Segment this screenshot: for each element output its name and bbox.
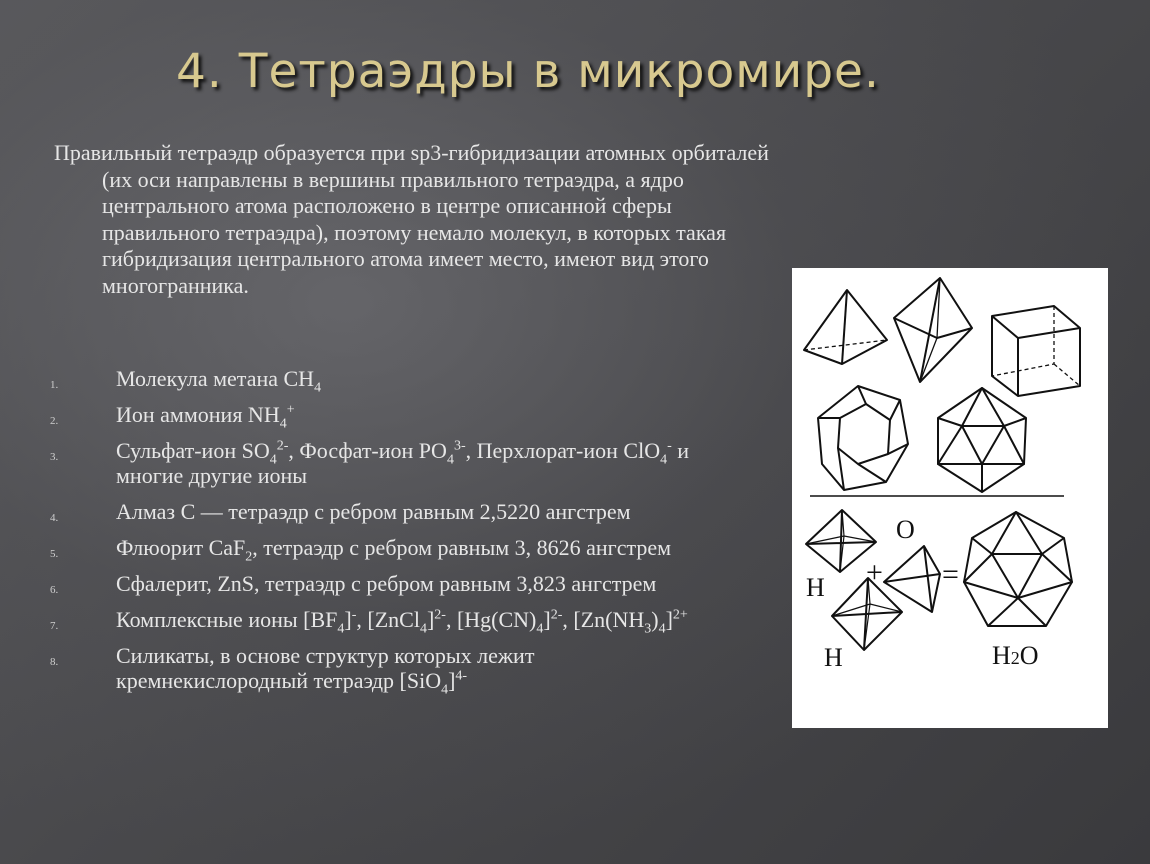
list-number: 4. <box>50 512 59 524</box>
icosahedron-large-shape <box>964 512 1072 626</box>
water-formula-label: H2O <box>992 641 1039 670</box>
list-item: 1. Молекула метана $CH_4$ <box>50 366 750 391</box>
list-item: 5. Флюорит CaF$_2$, тетраэдр с ребром равным 3, 8626 ангстрем <box>50 535 716 560</box>
list-number: 6. <box>50 584 59 596</box>
list-item: 4. Алмаз С — тетраэдр с ребром равным 2,5220 ангстрем <box>50 499 676 524</box>
intro-paragraph: Правильный тетраэдр образуется при sp3-гибридизации атомных орбиталей (их оси направлены в вершины правильного тетраэдра, а ядро центрального атома расположено в центре описанной сферы правильного тетраэдра), поэтому немало молекул, в которых такая гибридизация центрального атома имеет место, имеют вид этого многогранника. <box>54 140 769 298</box>
list-number: 7. <box>50 620 59 632</box>
slide-title: 4. Тетраэдры в микромире. <box>176 44 880 99</box>
icosahedron-shape <box>938 388 1026 492</box>
list-item: 6. Сфалерит, ZnS, тетраэдр с ребром равным 3,823 ангстрем <box>50 571 676 596</box>
equals-sign: = <box>942 558 959 591</box>
list-number: 5. <box>50 548 59 560</box>
octahedron-shape <box>894 278 972 382</box>
list-item: 3. Сульфат-ион $SO_4^{2-}$, Фосфат-ион $PO_4^{3-}$, Перхлорат-ион ClO$_4$- и многие другие ионы <box>50 438 690 488</box>
list-item: 8. Силикаты, в основе структур которых лежит кремнекислородный тетраэдр $[SiO_4]^{4-}$ <box>50 643 535 698</box>
hydrogen-label: H <box>824 643 843 672</box>
list-number: 8. <box>50 656 59 668</box>
list-item: 2. Ион аммония $NH_4^+$ <box>50 402 750 427</box>
list-number: 1. <box>50 379 59 391</box>
polyhedra-diagram <box>792 268 1108 728</box>
polyhedra-figure <box>792 268 1108 728</box>
cube-shape <box>992 306 1080 396</box>
dodecahedron-shape <box>818 386 908 490</box>
list-item: 7. Комплексные ионы $[BF_4]^-$, [ZnCl$_4$]$^{2-}$, $[Hg(CN)_4]^{2-}$, $[Zn(NH_3)_4]^{2+}$ <box>50 607 726 632</box>
tetrahedron-shape <box>804 290 887 364</box>
examples-list <box>50 366 750 698</box>
hydrogen-label: H <box>806 573 825 602</box>
list-number: 3. <box>50 451 59 463</box>
plus-sign: + <box>866 556 883 589</box>
list-number: 2. <box>50 415 59 427</box>
oxygen-label: O <box>896 515 915 544</box>
